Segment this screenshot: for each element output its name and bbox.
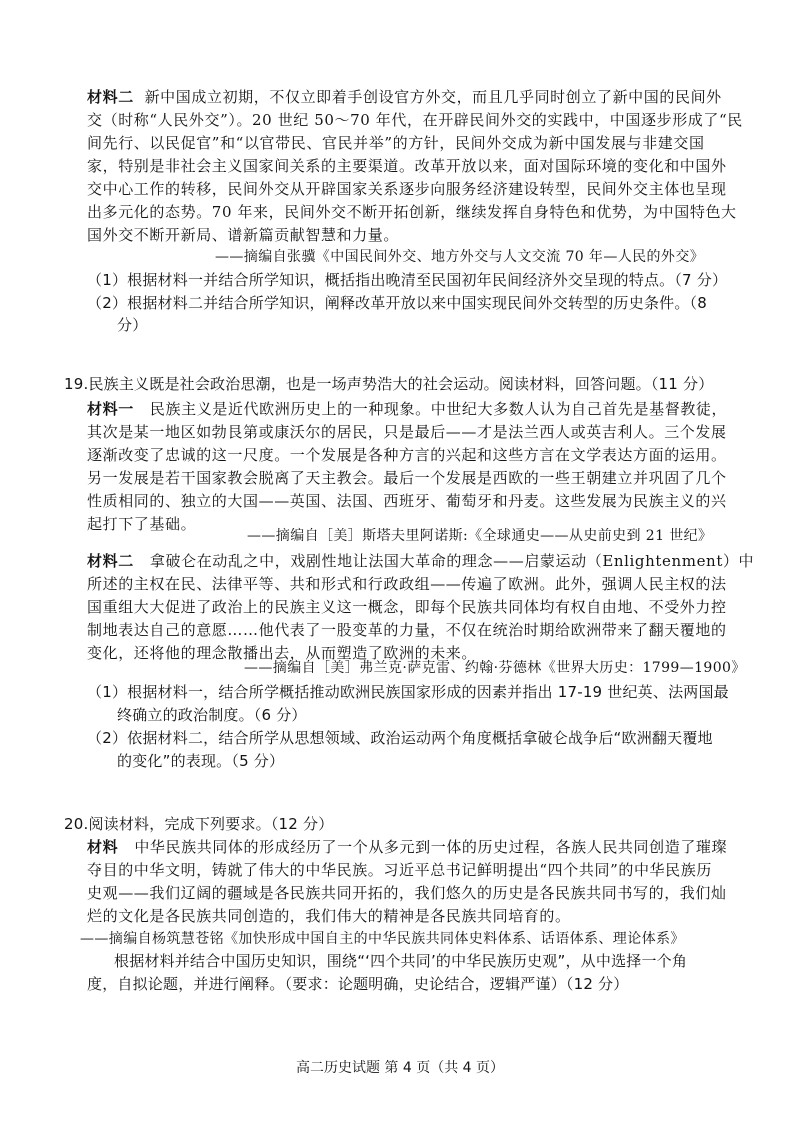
q19-material1-line-5: 性质相同的、独立的大国——英国、法国、西班牙、葡萄牙和丹麦。这些发展为民族主义的兴 — [87, 492, 727, 510]
q18-material2-line-2: 交（时称“人民外交”）。20 世纪 50～70 年代，在开辟民间外交的实践中，中国逐步形成了“民 — [87, 111, 743, 129]
q19-material1-line-2: 其次是某一地区如勃艮第或康沃尔的居民，只是最后——才是法兰西人或英吉利人。三个发展 — [87, 423, 727, 441]
q19-material2-line-2: 所述的主权在民、法律平等、共和形式和行政政组——传遍了欧洲。此外，强调人民主权的法 — [87, 575, 727, 593]
q19-subquestion-2-line-2: 的变化”的表现。（5 分） — [117, 752, 285, 770]
q19-heading: 19.民族主义既是社会政治思潮，也是一场声势浩大的社会运动。阅读材料，回答问题。（11 分） — [64, 375, 714, 393]
q20-material-line-1 — [87, 838, 727, 856]
q18-material2-label: 材料二 — [87, 88, 134, 106]
q18-subquestion-2-line-1: （2）根据材料二并结合所学知识，阐释改革开放以来中国实现民间外交转型的历史条件。（8 — [87, 294, 707, 312]
q19-material2-source: ——摘编自［美］弗兰克·萨克雷、约翰·芬德林《世界大历史：1799—1900》 — [244, 660, 746, 676]
q18-subquestion-2-line-2: 分） — [117, 316, 148, 334]
q19-subquestion-2-line-1: （2）依据材料二，结合所学从思想领域、政治运动两个角度概括拿破仑战争后“欧洲翻天覆地 — [87, 729, 713, 747]
q19-material1-label: 材料一 — [87, 400, 134, 418]
q20-heading: 20.阅读材料，完成下列要求。（12 分） — [64, 815, 334, 833]
q18-material2-text: 新中国成立初期，不仅立即着手创设官方外交，而且几乎同时创立了新中国的民间外 — [144, 88, 722, 106]
page-footer: 高二历史试题 第 4 页（共 4 页） — [295, 1060, 505, 1076]
q20-material-line-3: 史观——我们辽阔的疆域是各民族共同开拓的，我们悠久的历史是各民族共同书写的，我们灿 — [87, 884, 727, 902]
q19-material2-line-4: 制地表达自己的意愿……他代表了一股变革的力量，不仅在统治时期给欧洲带来了翻天覆地的 — [87, 621, 727, 639]
q20-material-source: ——摘编自杨筑慧苍铭《加快形成中国自主的中华民族共同体史料体系、话语体系、理论体系》 — [80, 931, 685, 947]
q19-material1-source: ——摘编自［美］斯塔夫里阿诺斯:《全球通史——从史前史到 21 世纪》 — [247, 528, 713, 544]
q19-material1-line-4: 另一发展是若干国家教会脱离了天主教会。最后一个发展是西欧的一些王朝建立并巩固了几个 — [87, 469, 727, 487]
q18-material2-line-1 — [87, 88, 722, 106]
q18-material2-line-7: 国外交不断开新局、谱新篇贡献智慧和力量。 — [87, 226, 400, 244]
q19-material1-line-6: 起打下了基础。 — [87, 515, 197, 533]
q20-material-line-2: 夺目的中华文明，铸就了伟大的中华民族。习近平总书记鲜明提出“四个共同”的中华民族历 — [87, 861, 712, 879]
q19-material2-text: 拿破仑在动乱之中，戏剧性地让法国大革命的理念——启蒙运动（Enlightenment）中 — [149, 552, 755, 570]
q19-material2-label: 材料二 — [87, 552, 134, 570]
q18-material2-line-4: 家，特别是非社会主义国家间关系的主要渠道。改革开放以来，面对国际环境的变化和中国外 — [87, 157, 727, 175]
q19-material1-line-1 — [87, 400, 727, 418]
q18-material2-line-6: 出多元化的态势。70 年来，民间外交不断开拓创新，继续发挥自身特色和优势，为中国特色大 — [87, 203, 737, 221]
q19-subquestion-1-line-2: 终确立的政治制度。（6 分） — [117, 706, 307, 724]
q20-task-line-2: 度，自拟论题，并进行阐释。（要求：论题明确，史论结合，逻辑严谨）（12 分） — [87, 975, 629, 993]
q20-material-text: 中华民族共同体的形成经历了一个从多元到一体的历史过程，各族人民共同创造了璀璨 — [134, 838, 728, 856]
q20-task-line-1: 根据材料并结合中国历史知识，围绕“‘四个共同’的中华民族历史观”，从中选择一个角 — [114, 952, 688, 970]
q19-material1-text: 民族主义是近代欧洲历史上的一种现象。中世纪大多数人认为自己首先是基督教徒， — [149, 400, 728, 418]
q19-material2-line-1 — [87, 552, 754, 570]
q19-subquestion-1-line-1: （1）根据材料一，结合所学概括推动欧洲民族国家形成的因素并指出 17-19 世纪英、法两国最 — [87, 683, 729, 701]
q18-subquestion-1: （1）根据材料一并结合所学知识，概括指出晚清至民国初年民间经济外交呈现的特点。（7 分） — [87, 271, 728, 289]
q18-material2-source: ——摘编自张骥《中国民间外交、地方外交与人文交流 70 年—人民的外交》 — [215, 249, 705, 265]
q19-material2-line-5: 变化，还将他的理念散播出去，从而塑造了欧洲的未来。 — [87, 644, 478, 662]
q18-material2-line-3: 间先行、以民促官”和“以官带民、官民并举”的方针，民间外交成为新中国发展与非建交国 — [87, 134, 705, 152]
q19-material1-line-3: 逐渐改变了忠诚的这一尺度。一个发展是各种方言的兴起和这些方言在文学表达方面的运用。 — [87, 446, 727, 464]
q20-material-line-4: 烂的文化是各民族共同创造的，我们伟大的精神是各民族共同培育的。 — [87, 907, 571, 925]
q19-material2-line-3: 国重组大大促进了政治上的民族主义这一概念，即每个民族共同体均有权自由地、不受外力控 — [87, 598, 727, 616]
q20-material-label: 材料 — [87, 838, 119, 856]
q18-material2-line-5: 交中心工作的转移，民间外交从开辟国家关系逐步向服务经济建设转型，民间外交主体也呈现 — [87, 180, 727, 198]
